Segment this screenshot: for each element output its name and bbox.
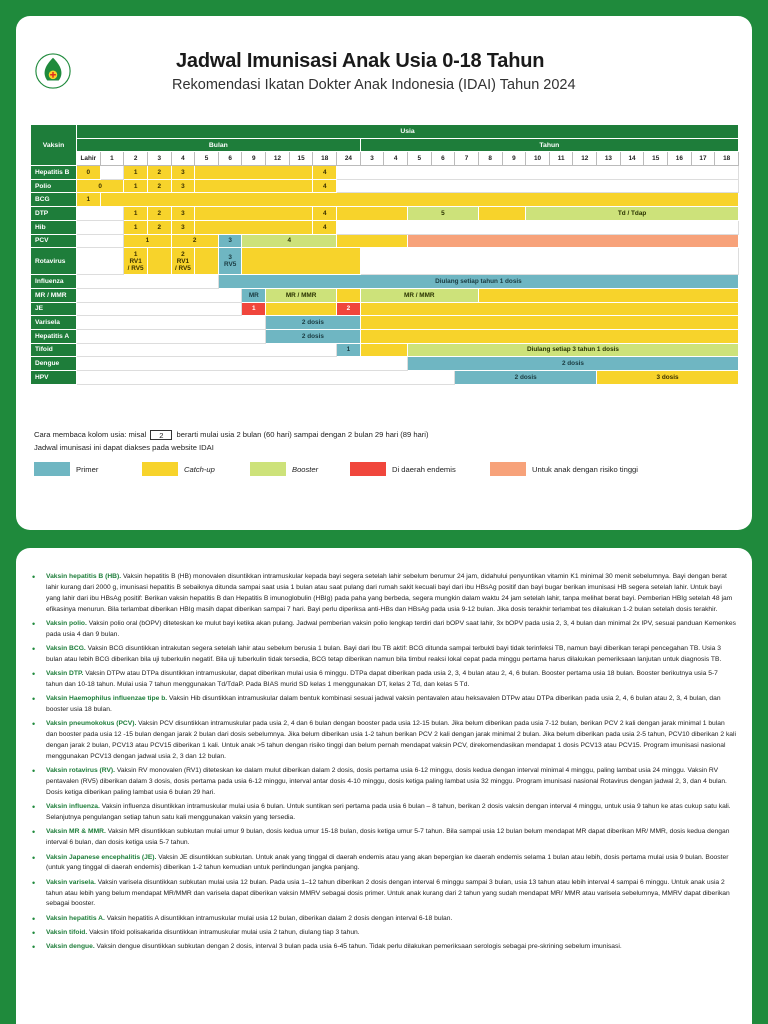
schedule-cell — [360, 343, 407, 357]
note-title: Vaksin Japanese encephalitis (JE). — [46, 853, 157, 861]
reading-note: Cara membaca kolom usia: misal 2 berarti mulai usia 2 bulan (60 hari) sampai dengan 2 bulan 29 hari (89 hari) — [34, 430, 429, 440]
schedule-cell: 3 — [171, 207, 195, 221]
legend-swatch — [490, 462, 526, 476]
schedule-cell — [337, 207, 408, 221]
age-header-cell: 11 — [549, 152, 573, 166]
legend-catchup: Catch-up — [142, 462, 215, 476]
note-title: Vaksin tifoid. — [46, 928, 88, 936]
schedule-cell: 5 — [407, 207, 478, 221]
age-header-cell: 7 — [455, 152, 479, 166]
schedule-cell: 2 — [147, 207, 171, 221]
age-header-cell: 9 — [242, 152, 266, 166]
schedule-cell — [337, 234, 408, 248]
header-tahun: Tahun — [360, 138, 738, 152]
vaccine-note — [46, 619, 736, 641]
age-header-cell: 5 — [195, 152, 219, 166]
schedule-cell — [77, 288, 242, 302]
website-note: Jadwal imunisasi ini dapat diakses pada website IDAI — [34, 443, 214, 452]
schedule-cell: 1 RV1 / RV5 — [124, 248, 148, 275]
note-text: Vaksin MR disuntikkan subkutan mulai umur 9 bulan, dosis kedua umur 15-18 bulan, dosis ketiga umur 5-7 tahun. Bila sampai usia 12 bulan belum mendapat MR dapat diberikan MR/ MMR, dosis kedua dengan interval 6 bulan, dan dosis ketiga usia 5-7 tahun. — [46, 828, 730, 847]
age-header-cell: 15 — [644, 152, 668, 166]
age-header-cell: 4 — [171, 152, 195, 166]
schedule-cell: 2 — [147, 220, 171, 234]
vaccine-notes-list — [46, 572, 736, 956]
vaccine-name: Tifoid — [31, 343, 77, 357]
note-title: Vaksin influenza. — [46, 803, 100, 811]
age-header-cell: 13 — [597, 152, 621, 166]
schedule-cell — [195, 179, 313, 193]
schedule-cell — [242, 248, 360, 275]
note-text: Vaksin dengue disuntikkan subkutan dengan 2 dosis, interval 3 bulan pada usia 6-45 tahun. Tidak perlu dilakukan pemeriksaan serologis sebagai pre-skrining sebelum imunisasi. — [96, 943, 622, 951]
schedule-cell — [77, 371, 455, 385]
age-header-cell: 4 — [384, 152, 408, 166]
vaccine-note — [46, 827, 736, 849]
vaccine-note — [46, 942, 736, 953]
vaccine-name: Varisela — [31, 316, 77, 330]
header-vaksin: Vaksin — [31, 125, 77, 166]
schedule-cell — [360, 302, 738, 316]
schedule-cell: 3 — [171, 179, 195, 193]
vaccine-note — [46, 719, 736, 763]
schedule-cell — [195, 248, 219, 275]
schedule-cell: 4 — [313, 220, 337, 234]
schedule-cell: 1 — [124, 207, 148, 221]
schedule-cell: 4 — [313, 179, 337, 193]
schedule-cell: MR / MMR — [360, 288, 478, 302]
age-header-cell: 3 — [147, 152, 171, 166]
schedule-cell: 3 — [171, 166, 195, 180]
schedule-cell: 2 — [337, 302, 361, 316]
note-text: Vaksin influenza disuntikkan intramuskular mulai usia 6 bulan. Untuk suntikan seri pertama pada usia 6 bulan – 8 tahun, berikan 2 dosis vaksin dengan interval 4 minggu, untuk usia 9 tahun ke atas cukup satu kali. Selanjutnya pengulangan setiap tahun satu kali menggunakan vaksin yang tersedia. — [46, 803, 731, 822]
note-text: Vaksin hepatitis A disuntikkan intramuskular mulai usia 12 bulan, diberikan dalam 2 dosis dengan interval 6-18 bulan. — [106, 914, 453, 922]
schedule-cell — [360, 316, 738, 330]
vaccine-name: JE — [31, 302, 77, 316]
header-usia: Usia — [77, 125, 739, 139]
schedule-cell: 1 — [124, 234, 171, 248]
legend-endemis: Di daerah endemis — [350, 462, 456, 476]
schedule-cell — [77, 329, 266, 343]
schedule-cell: 0 — [77, 179, 124, 193]
vaccine-name: Influenza — [31, 275, 77, 289]
legend-swatch — [250, 462, 286, 476]
schedule-cell — [337, 220, 739, 234]
vaccine-row — [31, 275, 739, 289]
schedule-cell — [100, 166, 124, 180]
schedule-cell — [77, 220, 124, 234]
vaccine-note — [46, 802, 736, 824]
note-title: Vaksin DTP. — [46, 670, 84, 678]
vaccine-note — [46, 878, 736, 911]
vaccine-row — [31, 248, 739, 275]
schedule-cell — [478, 207, 525, 221]
note-text: Vaksin varisela disuntikkan subkutan mulai usia 12 bulan. Pada usia 1–12 tahun diberikan 2 dosis dengan interval 6 minggu sampai 3 bulan, usia 13 tahun atau lebih interval 4 sampai 6 minggu. Untuk anak usia 2 tahun atau lebih yang belum mendapat MR/MMR dan varisela dapat diberikan vaksin MMRV sebagai dosis primer. Untuk anak kurang dari 2 tahun yang sudah mendapat MR/ MMR atau varisela sebelumnya, MMRV dapat diberikan sebagai booster. — [46, 878, 730, 908]
note-text: Vaksin polio oral (bOPV) diteteskan ke mulut bayi ketika akan pulang. Jadwal pemberian vaksin polio lengkap terdiri dari bOPV saat lahir, 3x bOPV pada usia 2, 3, 4 bulan dan minimal 2x IPV, sesuai panduan Kemenkes pada usia 4 dan 9 bulan. — [46, 619, 736, 638]
schedule-cell — [147, 248, 171, 275]
schedule-table — [30, 124, 739, 385]
vaccine-row — [31, 302, 739, 316]
age-header-cell: 9 — [502, 152, 526, 166]
schedule-cell: 3 dosis — [597, 371, 739, 385]
age-header-cell: 5 — [407, 152, 431, 166]
note-title: Vaksin rotavirus (RV). — [46, 767, 116, 775]
legend-booster: Booster — [250, 462, 318, 476]
schedule-cell — [77, 316, 266, 330]
schedule-cell: Diulang setiap 3 tahun 1 dosis — [407, 343, 738, 357]
schedule-cell — [195, 207, 313, 221]
schedule-cell: Td / Tdap — [526, 207, 739, 221]
note-text: Vaksin tifoid polisakarida disuntikkan intramuskular mulai usia 2 tahun, diulang tiap 3 tahun. — [89, 928, 360, 936]
vaccine-row — [31, 220, 739, 234]
vaccine-row — [31, 371, 739, 385]
legend-swatch — [142, 462, 178, 476]
schedule-cell — [266, 302, 337, 316]
vaccine-row — [31, 179, 739, 193]
note-title: Vaksin BCG. — [46, 645, 86, 653]
note-text: Vaksin JE disuntikkan subkutan. Untuk anak yang tinggal di daerah endemis atau yang akan bepergian ke daerah endemis selama 1 bulan atau lebih, dosis pertama mulai usia 9 bulan. Booster (untuk yang tinggal di daerah endemis) diberikan 1-2 tahun kemudian untuk perlindungan jangka panjang. — [46, 853, 729, 872]
notes-card — [16, 548, 752, 1024]
note-text: Vaksin BCG disuntikkan intrakutan segera setelah lahir atau sebelum berusia 1 bulan. Bayi dari Ibu TB aktif: BCG ditunda sampai terbukti bayi tidak terinfeksi TB, namun bayi diberikan terapi pencegahan TB. Usia 3 bulan atau lebih BCG diberikan bila uji tuberkulin negatif. Bila uji tuberkulin tidak tersedia, BCG tetap diberikan namun bila timbul reaksi lokal cepat pada minggu pertama harus dilakukan pemeriksaan lanjutan untuk diagnosis TB. — [46, 645, 722, 663]
schedule-cell — [100, 193, 738, 207]
vaccine-row — [31, 288, 739, 302]
age-header-cell: 8 — [478, 152, 502, 166]
vaccine-note — [46, 572, 736, 616]
schedule-cell: 1 — [124, 166, 148, 180]
schedule-cell — [360, 248, 738, 275]
note-title: Vaksin Haemophilus influenzae tipe b. — [46, 695, 168, 703]
vaccine-name: Rotavirus — [31, 248, 77, 275]
vaccine-row — [31, 207, 739, 221]
note-title: Vaksin MR & MMR. — [46, 828, 106, 836]
note-title: Vaksin varisela. — [46, 878, 96, 886]
age-header-cell: 18 — [715, 152, 739, 166]
note-text: Vaksin PCV disuntikkan intramuskular pada usia 2, 4 dan 6 bulan dengan booster pada usia 12-15 bulan. Jika belum diberikan pada usia 7-12 bulan, berikan PCV 2 kali dengan jarak minimal 1 bulan dan booster pada usia 12 -15 bulan dengan jarak 2 bulan dari dosis sebelumnya. Jika belum diberikan usia 1-2 tahun berikan PCV 2 kali dengan jarak minimal 2 bulan. Jika belum diberikan pada usia 2-5 tahun, PCV10 diberikan 2 kali dengan jarak 2 bulan, PCV13 atau PCV15 diberikan 1 kali. Untuk anak >5 tahun dengan risiko tinggi dan belum pernah mendapat vaksin PCV, direkomendasikan mendapat 1 dosis PCV13 atau PCV15. Program imunisasi nasional menggunakan PCV13 dengan jadwal usia 2, 3 dan 12 bulan. — [46, 720, 736, 761]
schedule-cell: 3 — [171, 220, 195, 234]
example-age-box: 2 — [150, 430, 172, 440]
page-subtitle: Rekomendasi Ikatan Dokter Anak Indonesia (IDAI) Tahun 2024 — [172, 77, 576, 93]
vaccine-name: BCG — [31, 193, 77, 207]
schedule-cell: 2 RV1 / RV5 — [171, 248, 195, 275]
vaccine-name: Hib — [31, 220, 77, 234]
age-header-cell: 12 — [266, 152, 290, 166]
schedule-cell — [195, 166, 313, 180]
note-title: Vaksin polio. — [46, 619, 87, 627]
vaccine-name: Hepatitis A — [31, 329, 77, 343]
vaccine-name: MR / MMR — [31, 288, 77, 302]
vaccine-name: Dengue — [31, 357, 77, 371]
schedule-cell: 0 — [77, 166, 101, 180]
age-header-cell: 12 — [573, 152, 597, 166]
schedule-cell: Diulang setiap tahun 1 dosis — [218, 275, 738, 289]
schedule-cell — [77, 302, 242, 316]
legend-swatch — [34, 462, 70, 476]
schedule-cell — [77, 357, 408, 371]
schedule-cell — [77, 275, 219, 289]
schedule-cell — [337, 166, 739, 180]
schedule-cell: 1 — [337, 343, 361, 357]
schedule-cell: 4 — [313, 166, 337, 180]
legend-risiko-tinggi: Untuk anak dengan risiko tinggi — [490, 462, 638, 476]
vaccine-name: HPV — [31, 371, 77, 385]
schedule-cell — [337, 179, 739, 193]
schedule-cell: 2 — [147, 179, 171, 193]
schedule-cell — [360, 329, 738, 343]
age-header-cell: 6 — [431, 152, 455, 166]
schedule-cell: MR — [242, 288, 266, 302]
schedule-cell: 1 — [242, 302, 266, 316]
vaccine-name: PCV — [31, 234, 77, 248]
vaccine-row — [31, 234, 739, 248]
schedule-cell: 2 dosis — [455, 371, 597, 385]
vaccine-row — [31, 343, 739, 357]
schedule-cell: 4 — [242, 234, 337, 248]
age-header-cell: 24 — [337, 152, 361, 166]
legend-primer: Primer — [34, 462, 98, 476]
schedule-cell — [77, 248, 124, 275]
note-text: Vaksin RV monovalen (RV1) diteteskan ke dalam mulut diberikan dalam 2 dosis, dosis pertama usia 6-12 minggu, dosis kedua dengan interval minimal 4 minggu, paling lambat usia 24 minggu. Vaksin RV pentavalen (RV5) diberikan dalam 3 dosis, dosis pertama pada usia 6-12 minggu, interval antar dosis 4-10 minggu, dosis ketiga paling lambat usia 32 minggu. Program imunisasi nasional Rotavirus dengan jadwal 2, 3, dan 4 bulan. Dosis ketiga diberikan paling lambat usia 6 bulan 29 hari. — [46, 767, 727, 797]
vaccine-note — [46, 914, 736, 925]
schedule-cell: 3 — [218, 234, 242, 248]
schedule-card — [16, 16, 752, 530]
vaccine-note — [46, 853, 736, 875]
age-header-cell: 2 — [124, 152, 148, 166]
schedule-cell: 2 dosis — [266, 329, 361, 343]
schedule-cell: 2 — [171, 234, 218, 248]
schedule-cell — [77, 343, 337, 357]
schedule-cell: 3 RV5 — [218, 248, 242, 275]
age-header-cell: 15 — [289, 152, 313, 166]
note-title: Vaksin hepatitis A. — [46, 914, 105, 922]
header-bulan: Bulan — [77, 138, 361, 152]
note-title: Vaksin pneumokokus (PCV). — [46, 720, 137, 728]
age-header-cell: 6 — [218, 152, 242, 166]
schedule-cell — [77, 234, 124, 248]
vaccine-note — [46, 928, 736, 939]
note-title: Vaksin dengue. — [46, 943, 95, 951]
schedule-cell: 2 — [147, 166, 171, 180]
schedule-cell: 2 dosis — [407, 357, 738, 371]
vaccine-note — [46, 669, 736, 691]
vaccine-note — [46, 694, 736, 716]
age-header-cell: 17 — [691, 152, 715, 166]
age-header-cell: 14 — [620, 152, 644, 166]
schedule-cell — [195, 220, 313, 234]
legend-swatch — [350, 462, 386, 476]
vaccine-note — [46, 766, 736, 799]
note-title: Vaksin hepatitis B (HB). — [46, 573, 122, 580]
schedule-cell: 2 dosis — [266, 316, 361, 330]
age-header-cell: 3 — [360, 152, 384, 166]
vaccine-note — [46, 644, 736, 666]
schedule-cell — [337, 288, 361, 302]
schedule-cell: 1 — [77, 193, 101, 207]
schedule-cell — [77, 207, 124, 221]
vaccine-name: DTP — [31, 207, 77, 221]
age-header-cell: 18 — [313, 152, 337, 166]
schedule-cell: 1 — [124, 179, 148, 193]
schedule-cell: 4 — [313, 207, 337, 221]
age-header-cell: 1 — [100, 152, 124, 166]
age-header-cell: 16 — [668, 152, 692, 166]
vaccine-row — [31, 357, 739, 371]
idai-logo-icon — [34, 52, 72, 90]
vaccine-row — [31, 166, 739, 180]
schedule-cell: MR / MMR — [266, 288, 337, 302]
vaccine-row — [31, 329, 739, 343]
vaccine-name: Polio — [31, 179, 77, 193]
schedule-cell — [478, 288, 738, 302]
note-text: Vaksin Hib disuntikkan intramuskular dalam bentuk kombinasi sesuai jadwal vaksin pentavalen atau heksavalen DTPw atau DTPa diberikan pada usia 2, 4, 6 bulan atau 2, 3, 4 bulan, dan booster usia 18 bulan. — [46, 695, 721, 714]
schedule-cell — [407, 234, 738, 248]
vaccine-row — [31, 193, 739, 207]
note-text: Vaksin DTPw atau DTPa disuntikkan intramuskular, dapat diberikan mulai usia 6 minggu. DTPa dapat diberikan pada usia 2, 3, 4 bulan atau 2, 4, 6 bulan. Booster pertama usia 18 bulan. Booster berikutnya usia 5-7 tahun dan 10-18 tahun. Mulai usia 7 tahun menggunakan Td/TdaP. Pada BIAS murid SD kelas 1 menggunakan DT, kelas 2 Td, dan kelas 5 Td. — [46, 670, 718, 689]
vaccine-name: Hepatitis B — [31, 166, 77, 180]
age-header-cell: 10 — [526, 152, 550, 166]
age-header-cell: Lahir — [77, 152, 101, 166]
note-text: Vaksin hepatitis B (HB) monovalen disuntikkan intramuskular kepada bayi segera setelah lahir sebelum berumur 24 jam, didahului penyuntikan vitamin K1 minimal 30 menit sebelumnya. Bayi dengan berat lahir kurang dari 2000 g, imunisasi hepatitis B sebaiknya ditunda sampai saat usia 1 bulan atau saat pulang dari rumah sakit kecuali bayi dari ibu HBsAg positif dan bayi bugar berikan imunisasi HB segera setelah lahir. Untuk bayi yang lahir dari ibu HBsAg positif: Berikan vaksin hepatitis B dan Hepatitis B imunoglobulin (HBIg) pada paha yang berbeda, segera mungkin dalam waktu 24 jam setelah lahir, tanpa melihat berat bayi. Pemberian HBIg setelah 48 jam efikasinya menurun. Bila terlambat diberikan HBIg masih dapat diberikan sampai 7 hari. Bayi perlu diperiksa anti-HBs dan HBsAg pada usia 9-12 bulan. Jika dosis terakhir terlambat tes dilakukan 1-2 bulan setelah dosis terakhir. — [46, 573, 733, 613]
schedule-cell: 1 — [124, 220, 148, 234]
vaccine-row — [31, 316, 739, 330]
page-title: Jadwal Imunisasi Anak Usia 0-18 Tahun — [176, 50, 545, 72]
